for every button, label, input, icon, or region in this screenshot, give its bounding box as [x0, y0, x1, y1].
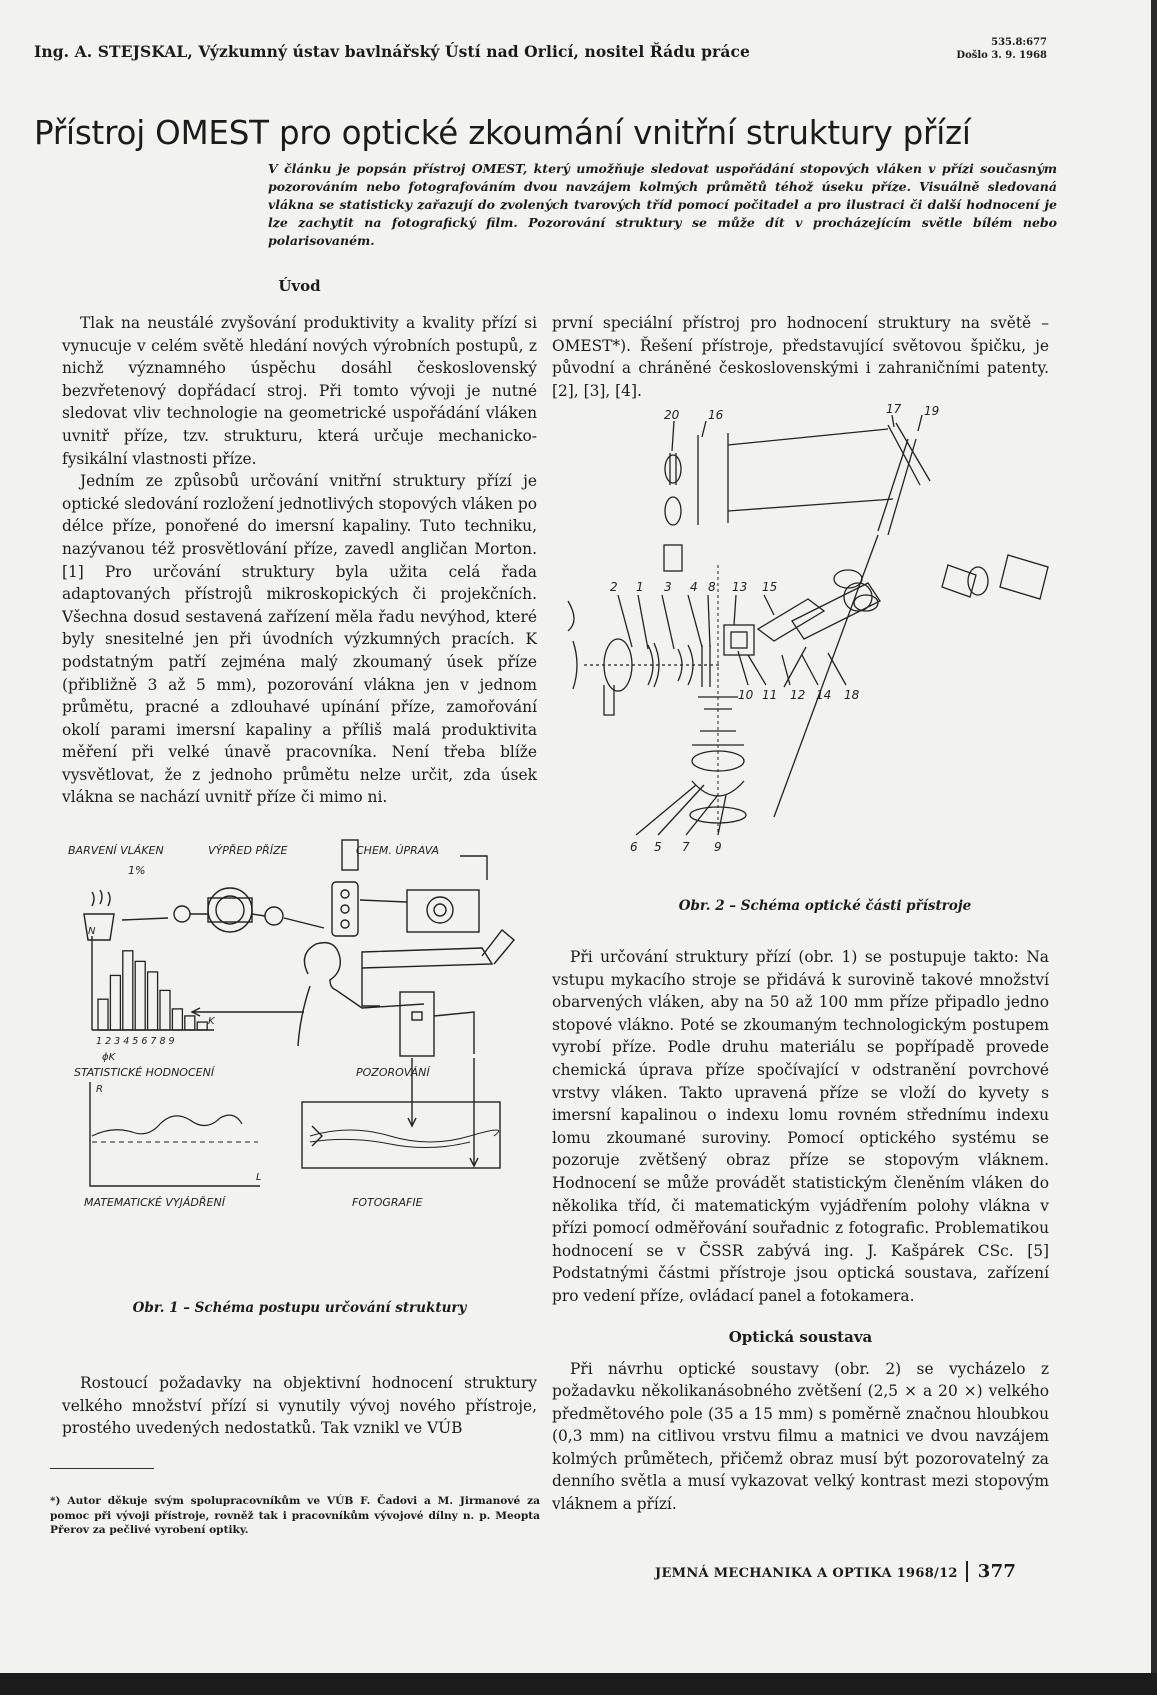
fig2-label-7: 7: [682, 840, 690, 854]
left-column-bottom: [62, 1372, 537, 1440]
fig2-label-1: 1: [636, 580, 644, 594]
fig2-label-8: 8: [708, 580, 716, 594]
footnote-rule: [50, 1468, 154, 1469]
page-footer: [655, 1561, 1016, 1582]
scan-edge-right: [1151, 0, 1157, 1695]
histogram-bar: [197, 1022, 207, 1030]
label-chem: CHEM. ÚPRAVA: [356, 844, 439, 857]
fig2-label-19: 19: [924, 404, 940, 418]
label-classes: 1 2 3 4 5 6 7 8 9: [96, 1036, 175, 1047]
fig2-label-10: 10: [738, 688, 754, 702]
fig2-label-4: 4: [690, 580, 698, 594]
fig2-label-5: 5: [654, 840, 662, 854]
right-paragraph-1: první speciální přístroj pro hodnocení struktury na světě – OMEST*). Řešení přístroje, představující světovou špičku, je původní a chráněné československými i zahraničními patenty. [2], [3], [4].: [552, 314, 1049, 400]
fig2-label-20: 20: [664, 408, 680, 422]
udc-code: 535.8:677: [991, 37, 1047, 48]
section-heading-optics: Optická soustava: [728, 1327, 873, 1346]
histogram-bar: [148, 972, 158, 1030]
right-paragraph-2: Při určování struktury přízí (obr. 1) se postupuje takto: Na vstupu mykacího stroje se přidává k surovině takové množství obarvených vláken, aby na 50 až 100 mm příze připadlo jedno stopové vlákno. Poté se zkoumaným technologickým postupem vyrobí příze. Podle druhu materiálu se popřípadě provede chemická úprava příze spočívající v odstranění povrchové vrstvy vláken. Takto upravená příze se vloží do kyvety s imersní kapalinou o indexu lomu rovném střednímu indexu lomu zkoumané suroviny. Pomocí optického systému se pozoruje zvětšený obraz příze se stopovým vláknem. Hodnocení se může provádět statistickým členěním vláken do několika tříd, či matematickým vyjádřením polohy vlákna v přízi pomocí odměřování souřadnic z fotografic. Problematikou hodnocení se v ČSSR zabývá ing. J. Kašpárek CSc. [5] Podstatnými částmi přístroje jsou optická soustava, zařízení pro vedení příze, ovládací panel a fotokamera.: [552, 948, 1049, 1305]
fig2-label-13: 13: [732, 580, 748, 594]
right-paragraph-3: Při návrhu optické soustavy (obr. 2) se vycházelo z požadavku několikanásobného zvětšení (2,5 × a 20 ×) velkého předmětového pole (35 a 15 mm) s poměrně značnou hloubkou (0,3 mm) na citlivou vrstvu filmu a matnici ve dvou navzájem kolmých průmětech, přičemž obraz musí být pozorovatelný za denního světla a musí vykazovat velký kontrast mezi stopovým vláknem a přízí.: [552, 1359, 1049, 1514]
article-title: Přístroj OMEST pro optické zkoumání vnitřní struktury přízí: [34, 113, 971, 152]
histogram-bar: [185, 1016, 195, 1030]
label-spinning: VÝPŘED PŘÍZE: [208, 844, 288, 857]
label-statistical: STATISTICKÉ HODNOCENÍ: [74, 1066, 215, 1079]
intro-paragraph-3: Rostoucí požadavky na objektivní hodnocení struktury velkého množství přízí si vynutily vývoj nového přístroje, prostého uvedených nedostatků. Tak vznikl ve VÚB: [62, 1374, 537, 1438]
fig2-label-3: 3: [664, 580, 672, 594]
right-column: [552, 312, 1049, 402]
abstract: V článku je popsán přístroj OMEST, který umožňuje sledovat uspořádání stopových vláken v přízi současným pozorováním nebo fotografováním dvou navzájem kolmých průmětů téhož úseku příze. Visuálně sledovaná vlákna se statisticky zařazují do zvolených tvarových tříd pomocí počitadel a pro ilustraci či další hodnocení je lze zachytit na fotografický film. Pozorování struktury se může dít v procházejícím světle bílém nebo polarisovaném.: [268, 161, 1057, 248]
author-line: Ing. A. STEJSKAL, Výzkumný ústav bavlnářský Ústí nad Orlicí, nositel Řádu práce: [34, 42, 750, 61]
label-axis-r: R: [96, 1084, 103, 1095]
udc-block: [956, 36, 1047, 62]
fig2-label-17: 17: [886, 402, 902, 416]
label-observation: POZOROVÁNÍ: [356, 1066, 430, 1079]
figure-1-process-scheme: [62, 836, 537, 1286]
intro-paragraph-1: Tlak na neustálé zvyšování produktivity a kvality přízí si vynucuje v celém světě hledání nových výrobních postupů, z nichž významného úspěchu dosáhl československý bezvřetenový dopřádací stroj. Při tomto vývoji je nutné sledovat vliv technologie na geometrické uspořádání vláken uvnitř příze, tzv. strukturu, která určuje mechanicko-fysikální vlastnosti příze.: [62, 314, 537, 468]
label-axis-n: N: [88, 926, 96, 937]
fig2-label-15: 15: [762, 580, 778, 594]
histogram-bar: [160, 990, 170, 1030]
fig2-label-6: 6: [630, 840, 638, 854]
histogram-bar: [110, 975, 120, 1030]
histogram-bar: [172, 1009, 182, 1030]
fig2-label-11: 11: [762, 688, 778, 702]
label-phi-k: ϕK: [102, 1052, 116, 1063]
figure-2-caption: Obr. 2 – Schéma optické části přístroje: [678, 898, 972, 914]
fig2-label-9: 9: [714, 840, 722, 854]
section-heading-intro: Úvod: [278, 277, 321, 295]
intro-paragraph-2: Jedním ze způsobů určování vnitřní struktury přízí je optické sledování rozložení jednotlivých stopových vláken po délce příze, ponořené do imersní kapaliny. Tuto techniku, nazývanou též prosvětlování příze, zavedl angličan Morton. [1] Pro určování struktury byla užita celá řada adaptovaných přístrojů mikroskopických či projekčních. Všechna dosud sestavená zařízení měla řadu nevýhod, které byly snesitelné jen při úvodních výzkumných pracích. K podstatným patří zejména malý zkoumaný úsek příze (přibližně 3 až 5 mm), pozorování vlákna jen v jednom průmětu, pracné a zdlouhavé upínání příze, zamořování okolí parami imersní kapaliny a příliš malá produktivita měření při velké únavě pracovníka. Není třeba blíže vysvětlovat, že z jednoho průmětu nelze určit, zda úsek vlákna se nachází uvnitř příze či mimo ni.: [62, 472, 537, 807]
fig2-label-16: 16: [708, 408, 724, 422]
page-number: 377: [966, 1561, 1016, 1582]
label-dyeing: BARVENÍ VLÁKEN: [68, 844, 164, 857]
histogram-bar: [135, 961, 145, 1030]
figure-1-caption: Obr. 1 – Schéma postupu určování struktury: [132, 1300, 467, 1316]
right-column-bottom: [552, 946, 1049, 1516]
label-axis-l: L: [256, 1172, 262, 1183]
received-date: Došlo 3. 9. 1968: [956, 50, 1047, 61]
fig2-label-2: 2: [610, 580, 618, 594]
histogram-bar: [98, 999, 108, 1030]
label-percent: 1%: [128, 864, 146, 877]
histogram-bar-group: [98, 951, 207, 1030]
left-column: [62, 312, 537, 809]
figure-2-optical-scheme: [578, 402, 1063, 885]
fig2-label-14: 14: [816, 688, 832, 702]
histogram-bar: [123, 951, 133, 1030]
footnote: *) Autor děkuje svým spolupracovníkům ve VÚB F. Čadovi a M. Jirmanové za pomoc při vývoji přístroje, rovněž tak i pracovníkům vývojové dílny n. p. Meopta Přerov za pečlivé vyrobení optiky.: [50, 1495, 540, 1536]
journal-name: JEMNÁ MECHANIKA A OPTIKA 1968/12: [655, 1566, 958, 1581]
scan-edge-bottom: [0, 1673, 1157, 1695]
label-math: MATEMATICKÉ VYJÁDŘENÍ: [84, 1196, 225, 1209]
label-axis-k: K: [208, 1016, 215, 1027]
fig2-label-18: 18: [844, 688, 860, 702]
label-photo: FOTOGRAFIE: [352, 1196, 423, 1209]
fig2-label-12: 12: [790, 688, 806, 702]
